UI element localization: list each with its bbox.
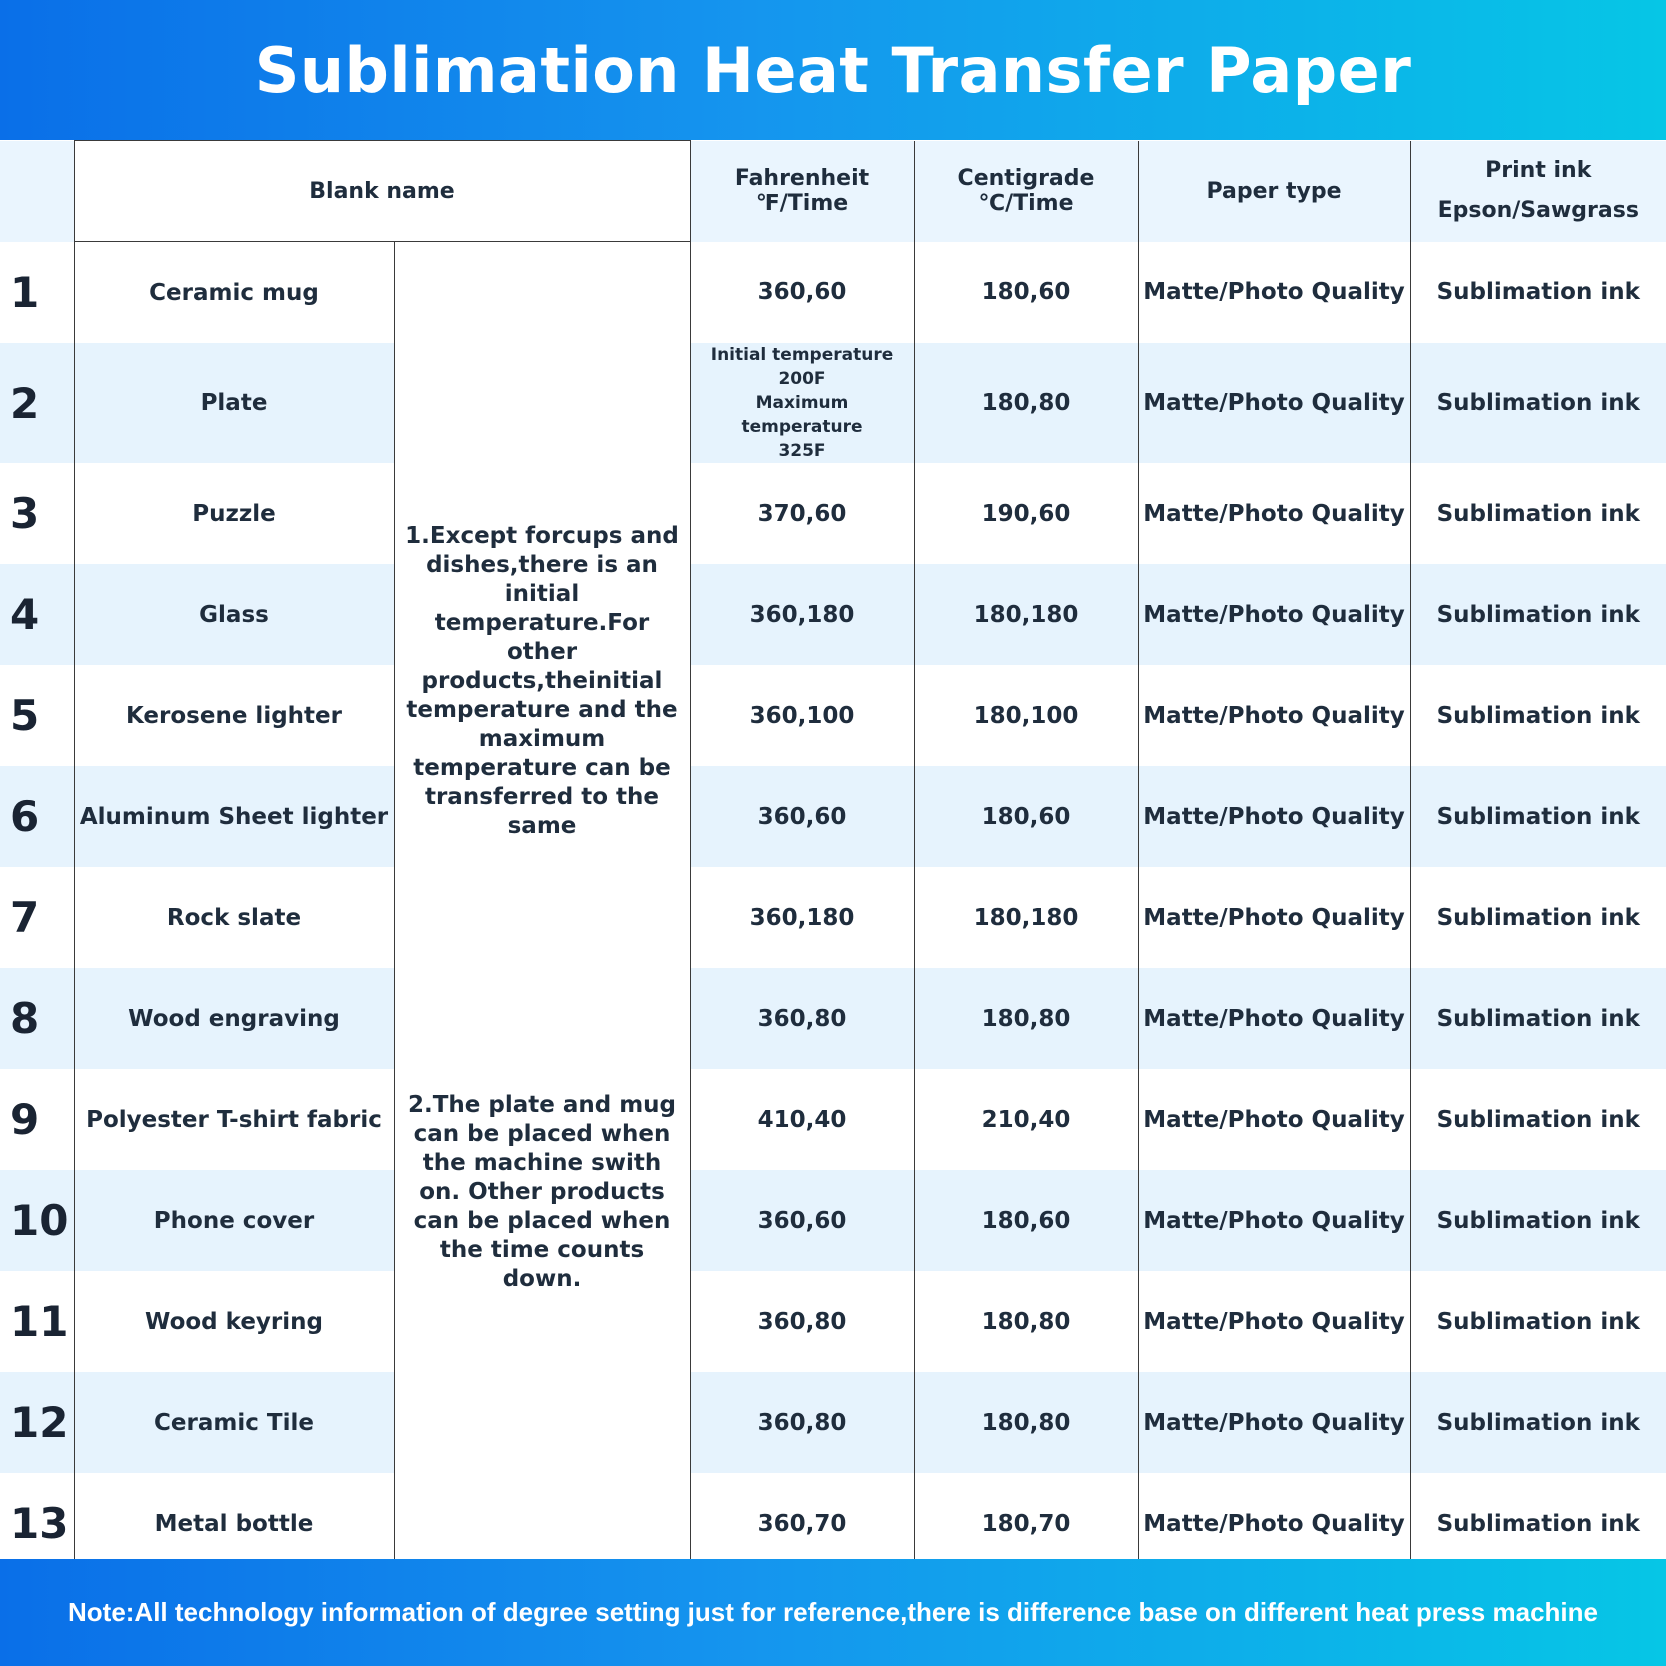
page-title: Sublimation Heat Transfer Paper [254, 33, 1412, 107]
paper-type-cell: Matte/Photo Quality [1138, 1372, 1410, 1473]
fahrenheit-line: 325F [778, 441, 826, 461]
fahrenheit-line: Initial temperature [710, 345, 894, 365]
paper-type-cell: Matte/Photo Quality [1138, 665, 1410, 766]
blank-name-cell: Wood keyring [74, 1271, 394, 1372]
centigrade-cell: 180,180 [914, 564, 1138, 665]
fahrenheit-cell: 360,60 [690, 242, 914, 344]
footer-banner [0, 1559, 1666, 1666]
table-row [0, 564, 1666, 665]
paper-type-cell: Matte/Photo Quality [1138, 564, 1410, 665]
print-ink-cell: Sublimation ink [1410, 1372, 1666, 1473]
row-number: 5 [0, 665, 74, 766]
table-row [0, 665, 1666, 766]
fahrenheit-line: 200F [778, 369, 826, 389]
table-row [0, 1170, 1666, 1271]
fahrenheit-cell: 360,60 [690, 1170, 914, 1271]
table-row [0, 1372, 1666, 1473]
fahrenheit-cell: 410,40 [690, 1069, 914, 1170]
row-number: 3 [0, 463, 74, 564]
paper-type-cell: Matte/Photo Quality [1138, 867, 1410, 968]
print-ink-cell: Sublimation ink [1410, 1271, 1666, 1372]
row-number: 10 [0, 1170, 74, 1271]
blank-name-cell: Phone cover [74, 1170, 394, 1271]
print-ink-cell: Sublimation ink [1410, 343, 1666, 463]
fahrenheit-cell: 360,80 [690, 1271, 914, 1372]
print-ink-cell: Sublimation ink [1410, 1170, 1666, 1271]
paper-type-cell: Matte/Photo Quality [1138, 1271, 1410, 1372]
table-header-row [0, 141, 1666, 242]
blank-name-cell: Polyester T-shirt fabric [74, 1069, 394, 1170]
paper-type-cell: Matte/Photo Quality [1138, 463, 1410, 564]
fahrenheit-cell: 360,80 [690, 1372, 914, 1473]
table-row [0, 1069, 1666, 1170]
header-print-ink-line1: Print ink [1485, 158, 1592, 183]
paper-type-cell: Matte/Photo Quality [1138, 1170, 1410, 1271]
fahrenheit-cell: 360,80 [690, 968, 914, 1069]
print-ink-cell: Sublimation ink [1410, 1473, 1666, 1574]
row-number: 4 [0, 564, 74, 665]
table-row [0, 766, 1666, 867]
row-number: 11 [0, 1271, 74, 1372]
centigrade-cell: 180,60 [914, 1170, 1138, 1271]
fahrenheit-cell: 360,100 [690, 665, 914, 766]
paper-type-cell: Matte/Photo Quality [1138, 766, 1410, 867]
centigrade-cell: 180,60 [914, 766, 1138, 867]
row-number: 2 [0, 343, 74, 463]
centigrade-cell: 180,80 [914, 1372, 1138, 1473]
table-row [0, 1271, 1666, 1372]
print-ink-cell: Sublimation ink [1410, 867, 1666, 968]
blank-name-cell: Aluminum Sheet lighter [74, 766, 394, 867]
print-ink-cell: Sublimation ink [1410, 564, 1666, 665]
print-ink-cell: Sublimation ink [1410, 665, 1666, 766]
header-centigrade: Centigrade ℃/Time [914, 141, 1138, 242]
blank-name-cell: Ceramic mug [74, 242, 394, 344]
header-print-ink [1410, 141, 1666, 242]
paper-type-cell: Matte/Photo Quality [1138, 968, 1410, 1069]
title-banner [0, 0, 1666, 140]
centigrade-cell: 190,60 [914, 463, 1138, 564]
table-row [0, 343, 1666, 463]
fahrenheit-cell: 360,180 [690, 564, 914, 665]
instruction-note-2: 2.The plate and mug can be placed when the machine swith on. Other products can be placed when the time counts down. [407, 1092, 677, 1292]
table-row [0, 968, 1666, 1069]
header-paper-type: Paper type [1138, 141, 1410, 242]
row-number: 8 [0, 968, 74, 1069]
fahrenheit-cell: 360,60 [690, 766, 914, 867]
table-row [0, 463, 1666, 564]
blank-name-cell: Ceramic Tile [74, 1372, 394, 1473]
row-number: 13 [0, 1473, 74, 1574]
print-ink-cell: Sublimation ink [1410, 766, 1666, 867]
row-number: 6 [0, 766, 74, 867]
blank-name-cell: Plate [74, 343, 394, 463]
centigrade-cell: 180,80 [914, 343, 1138, 463]
centigrade-cell: 180,60 [914, 242, 1138, 344]
print-ink-cell: Sublimation ink [1410, 463, 1666, 564]
centigrade-cell: 180,80 [914, 1271, 1138, 1372]
blank-name-cell: Rock slate [74, 867, 394, 968]
paper-type-cell: Matte/Photo Quality [1138, 343, 1410, 463]
fahrenheit-cell: 360,180 [690, 867, 914, 968]
blank-name-cell: Glass [74, 564, 394, 665]
centigrade-cell: 210,40 [914, 1069, 1138, 1170]
centigrade-cell: 180,180 [914, 867, 1138, 968]
fahrenheit-line: Maximum temperature [741, 393, 863, 437]
print-ink-cell: Sublimation ink [1410, 1069, 1666, 1170]
blank-name-cell: Wood engraving [74, 968, 394, 1069]
fahrenheit-cell [690, 343, 914, 463]
blank-name-cell: Puzzle [74, 463, 394, 564]
paper-type-cell: Matte/Photo Quality [1138, 242, 1410, 344]
row-number: 7 [0, 867, 74, 968]
blank-name-cell: Kerosene lighter [74, 665, 394, 766]
table-row [0, 242, 1666, 344]
paper-type-cell: Matte/Photo Quality [1138, 1473, 1410, 1574]
table-row [0, 867, 1666, 968]
header-print-ink-line2: Epson/Sawgrass [1437, 198, 1639, 223]
header-fahrenheit: Fahrenheit ℉/Time [690, 141, 914, 242]
header-blank-name: Blank name [74, 141, 690, 242]
print-ink-cell: Sublimation ink [1410, 242, 1666, 344]
header-number-cell [0, 141, 74, 242]
row-number: 1 [0, 242, 74, 344]
settings-table [0, 140, 1666, 1574]
row-number: 12 [0, 1372, 74, 1473]
footer-note: Note:All technology information of degree setting just for reference,there is difference base on different heat press machine [68, 1597, 1598, 1627]
centigrade-cell: 180,70 [914, 1473, 1138, 1574]
fahrenheit-cell: 360,70 [690, 1473, 914, 1574]
centigrade-cell: 180,100 [914, 665, 1138, 766]
row-number: 9 [0, 1069, 74, 1170]
instructions-cell [394, 242, 690, 1575]
fahrenheit-cell: 370,60 [690, 463, 914, 564]
centigrade-cell: 180,80 [914, 968, 1138, 1069]
paper-type-cell: Matte/Photo Quality [1138, 1069, 1410, 1170]
instruction-note-1: 1.Except forcups and dishes,there is an initial temperature.For other products,theinitial temperature and the maximum temperature can be transferred to the same [405, 523, 679, 839]
print-ink-cell: Sublimation ink [1410, 968, 1666, 1069]
blank-name-cell: Metal bottle [74, 1473, 394, 1574]
